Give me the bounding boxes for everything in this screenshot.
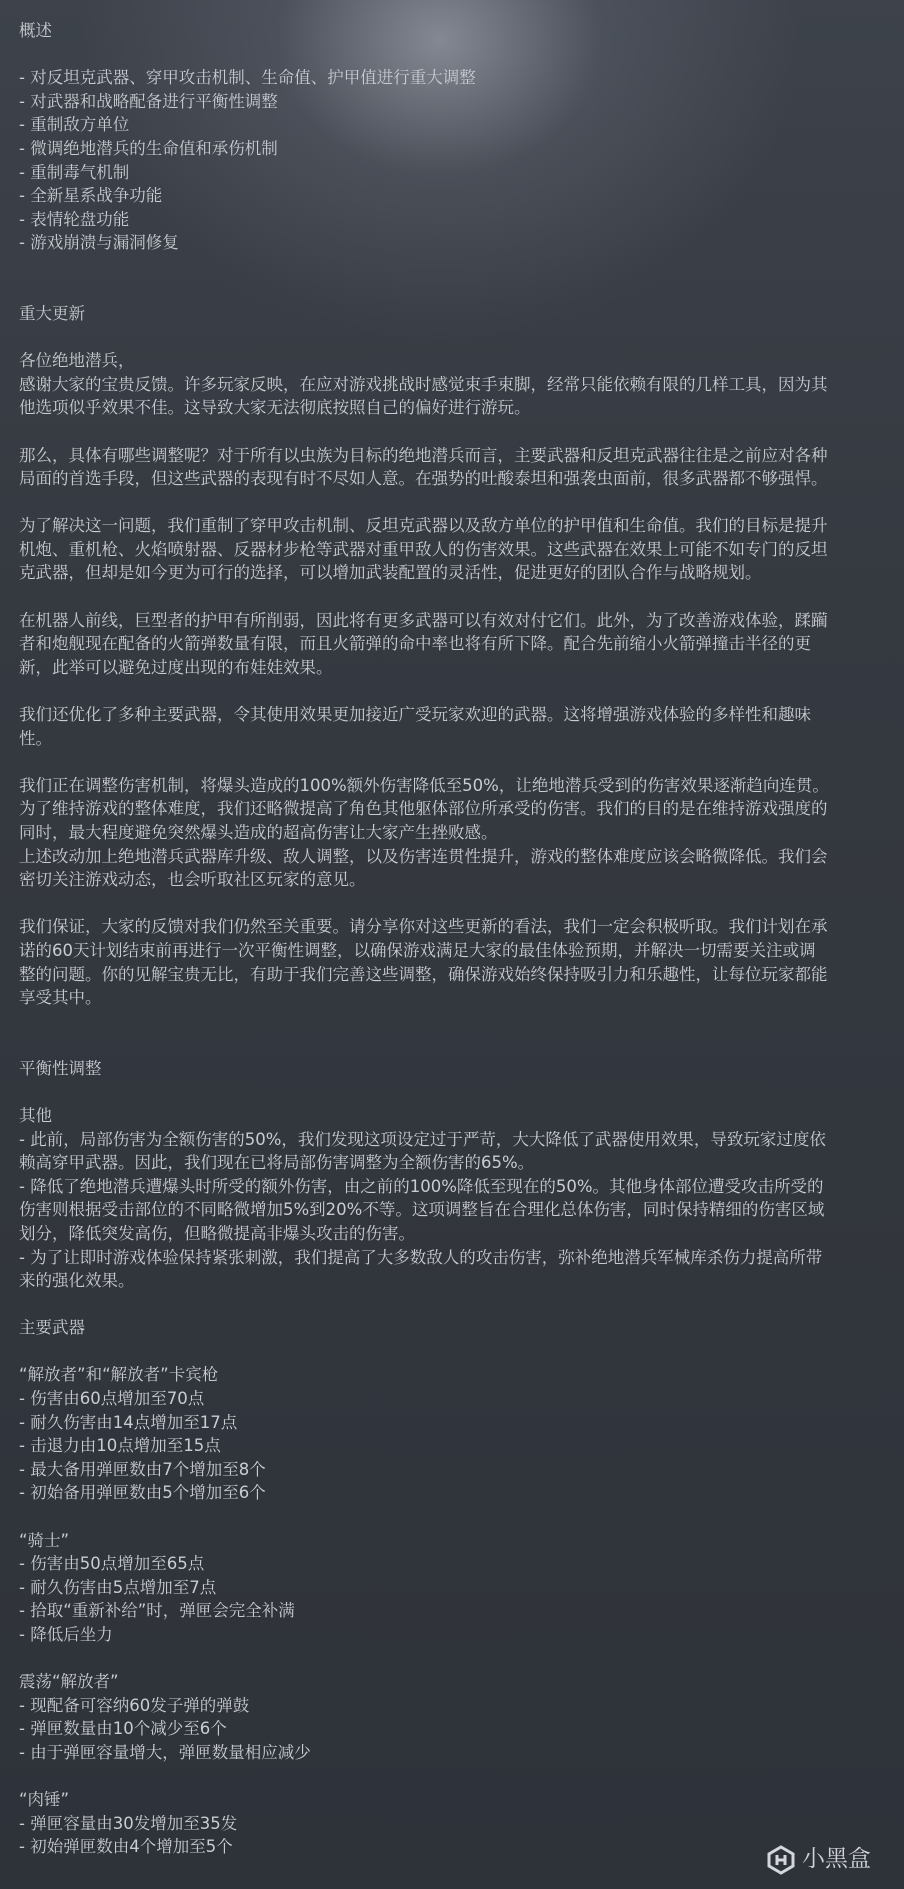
list-item: - 现配备可容纳60发子弹的弹鼓 [19, 1695, 250, 1715]
weapon-block [19, 1363, 885, 1505]
list-item: - 重制敌方单位 [19, 115, 130, 135]
list-item: - 伤害由60点增加至70点 [19, 1389, 205, 1409]
major-update-heading: 重大更新 [19, 303, 85, 323]
weapon-block [19, 1529, 885, 1647]
weapon-name: 震荡“解放者” [19, 1672, 119, 1692]
list-item: - 为了让即时游戏体验保持紧张刺激，我们提高了大多数敌人的攻击伤害，弥补绝地潜兵军械库杀伤力提高所带 [19, 1247, 823, 1267]
watermark-text: 小黑盒 [802, 1846, 871, 1873]
list-item: - 由于弹匣容量增大，弹匣数量相应减少 [19, 1742, 311, 1762]
weapon-block [19, 1670, 885, 1764]
weapon-block [19, 1788, 885, 1859]
watermark [766, 1845, 871, 1875]
list-item: - 伤害由50点增加至65点 [19, 1554, 205, 1574]
balance-heading: 平衡性调整 [19, 1058, 102, 1078]
list-item: - 初始备用弹匣数由5个增加至6个 [19, 1483, 266, 1503]
list-item: - 降低了绝地潜兵遭爆头时所受的额外伤害，由之前的100%降低至现在的50%。其他身体部位遭受攻击所受的 [19, 1176, 824, 1196]
paragraph-line: 局面的首选手段，但这些武器的表现有时不尽如人意。在强势的吐酸泰坦和强袭虫面前，很多武器都不够强悍。 [19, 469, 828, 489]
heybox-logo-icon [766, 1845, 796, 1875]
list-item: 赖高穿甲武器。因此，我们现在已将局部伤害调整为全额伤害的65%。 [19, 1153, 535, 1173]
paragraph-line: 同时，最大程度避免突然爆头造成的超高伤害让大家产生挫败感。 [19, 823, 498, 842]
paragraph-line: 上述改动加上绝地潜兵武器库升级、敌人调整，以及伤害连贯性提升，游戏的整体难度应该会略微降低。我们会 [19, 846, 828, 866]
overview-heading: 概述 [19, 21, 52, 40]
paragraph-line: 克武器，但却是如今更为可行的选择，可以增加武装配置的灵活性，促进更好的团队合作与战略规划。 [19, 563, 762, 583]
list-item: - 弹匣容量由30发增加至35发 [19, 1813, 238, 1833]
overview-section [19, 19, 885, 255]
paragraph-line: 享受其中。 [19, 988, 102, 1008]
overview-list [19, 66, 885, 255]
other-list [19, 1128, 885, 1293]
paragraph [19, 609, 885, 680]
list-item: - 微调绝地潜兵的生命值和承伤机制 [19, 138, 278, 158]
list-item: - 耐久伤害由14点增加至17点 [19, 1412, 238, 1432]
paragraph-line: 我们还优化了多种主要武器，令其使用效果更加接近广受玩家欢迎的武器。这将增强游戏体验的多样性和趣味 [19, 705, 811, 725]
paragraph [19, 915, 885, 1009]
paragraph-line: 我们正在调整伤害机制，将爆头造成的100%额外伤害降低至50%，让绝地潜兵受到的伤害效果逐渐趋向连贯。 [19, 775, 829, 795]
major-update-section [19, 302, 885, 1010]
weapon-name: “肉锤” [19, 1790, 70, 1810]
list-item: - 击退力由10点增加至15点 [19, 1436, 221, 1456]
weapon-name: “解放者”和“解放者”卡宾枪 [19, 1365, 219, 1385]
list-item: - 对武器和战略配备进行平衡性调整 [19, 91, 278, 111]
list-item: - 降低后坐力 [19, 1625, 113, 1644]
list-item: - 对反坦克武器、穿甲攻击机制、生命值、护甲值进行重大调整 [19, 68, 476, 88]
balance-section [19, 1057, 885, 1859]
paragraph-line: 那么，具体有哪些调整呢？对于所有以虫族为目标的绝地潜兵而言，主要武器和反坦克武器往往是之前应对各种 [19, 445, 828, 465]
list-item: - 最大备用弹匣数由7个增加至8个 [19, 1459, 266, 1479]
list-item: 划分，降低突发高伤，但略微提高非爆头攻击的伤害。 [19, 1223, 415, 1243]
greeting: 各位绝地潜兵， [19, 351, 135, 371]
paragraph-line: 机炮、重机枪、火焰喷射器、反器材步枪等武器对重甲敌人的伤害效果。这些武器在效果上可能不如专门的反坦 [19, 539, 828, 559]
list-item: - 表情轮盘功能 [19, 209, 130, 229]
weapon-name: “骑士” [19, 1530, 70, 1550]
list-item: - 拾取“重新补给”时，弹匣会完全补满 [19, 1601, 295, 1621]
list-item: - 重制毒气机制 [19, 162, 130, 182]
list-item: 伤害则根据受击部位的不同略微增加5%到20%不等。这项调整旨在合理化总体伤害，同时保持精细的伤害区域 [19, 1200, 825, 1220]
list-item: - 耐久伤害由5点增加至7点 [19, 1577, 217, 1597]
paragraph-line: 我们保证，大家的反馈对我们仍然至关重要。请分享你对这些更新的看法，我们一定会积极听取。我们计划在承 [19, 917, 828, 937]
paragraph-line: 者和炮舰现在配备的火箭弹数量有限，而且火箭弹的命中率也将有所下降。配合先前缩小火箭弹撞击半径的更 [19, 634, 811, 654]
paragraph-line: 整的问题。你的见解宝贵无比，有助于我们完善这些调整，确保游戏始终保持吸引力和乐趣性，让每位玩家都能 [19, 964, 828, 984]
paragraph [19, 373, 885, 420]
paragraph-line: 诺的60天计划结束前再进行一次平衡性调整，以确保游戏满足大家的最佳体验预期，并解决一切需要关注或调 [19, 940, 816, 960]
paragraph-line: 新，此举可以避免过度出现的布娃娃效果。 [19, 657, 333, 677]
paragraph-line: 密切关注游戏动态，也会听取社区玩家的意见。 [19, 870, 366, 890]
article-body [19, 19, 885, 1859]
list-item: - 初始弹匣数由4个增加至5个 [19, 1837, 233, 1857]
paragraph-line: 为了维持游戏的整体难度，我们还略微提高了角色其他躯体部位所承受的伤害。我们的目的是在维持游戏强度的 [19, 799, 828, 819]
list-item: - 此前，局部伤害为全额伤害的50%，我们发现这项设定过于严苛，大大降低了武器使用效果，导致玩家过度依 [19, 1129, 826, 1149]
paragraph [19, 514, 885, 585]
list-item: - 全新星系战争功能 [19, 186, 163, 206]
list-item: - 弹匣数量由10个减少至6个 [19, 1719, 227, 1739]
paragraph-line: 在机器人前线，巨型者的护甲有所削弱，因此将有更多武器可以有效对付它们。此外，为了改善游戏体验，蹂躏 [19, 610, 828, 630]
paragraph-line: 性。 [19, 728, 52, 748]
paragraph [19, 703, 885, 750]
list-item: - 游戏崩溃与漏洞修复 [19, 233, 179, 253]
primary-weapons-title: 主要武器 [19, 1318, 85, 1338]
other-title: 其他 [19, 1105, 52, 1125]
list-item: 来的强化效果。 [19, 1271, 135, 1291]
paragraph-line: 他选项似乎效果不佳。这导致大家无法彻底按照自己的偏好进行游玩。 [19, 398, 531, 418]
paragraph [19, 444, 885, 491]
paragraph-line: 感谢大家的宝贵反馈。许多玩家反映，在应对游戏挑战时感觉束手束脚，经常只能依赖有限的几样工具，因为其 [19, 374, 828, 394]
paragraph-line: 为了解决这一问题，我们重制了穿甲攻击机制、反坦克武器以及敌方单位的护甲值和生命值。我们的目标是提升 [19, 516, 828, 536]
paragraph [19, 774, 885, 892]
